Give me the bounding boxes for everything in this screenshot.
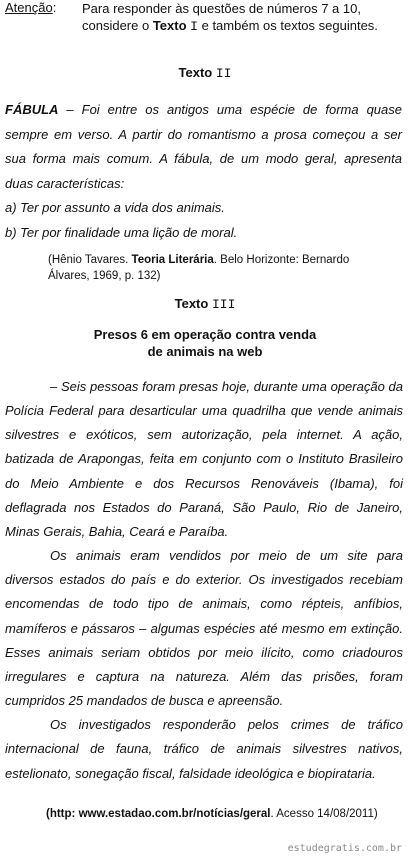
text3-paragraph-1: – Seis pessoas foram presas hoje, durante uma operação da Polícia Federal para desarticular uma quadrilha que vende animais silvestres e exóticos, sem autorização, pela internet. A ação, batizada de Arapongas, feita em conjunto com o Instituto Brasileiro do Meio Ambiente e dos Recursos Renováveis (Ibama), foi deflagrada nos Estados do Paraná, São Paulo, Rio de Janeiro, Minas Gerais, Bahia, Ceará e Paraíba. xyxy=(5,379,403,539)
text3-heading: Texto III xyxy=(174,296,236,312)
text2-heading: Texto II xyxy=(178,65,232,81)
text2-body xyxy=(5,98,402,245)
text3-paragraph-2: Os animais eram vendidos por meio de um site para diversos estados do país e do exterior. Os investigados recebiam encomendas de todo tipo de animais, como répteis, anfíbios, mamíferos e pássaros – algumas espécies até mesmo em extinção. Esses animais seriam obtidos por meio ilícito, como criadouros irregulares e captura na natureza. Além das prisões, foram cumpridos 25 mandados de busca e apreensão. xyxy=(5,548,403,709)
text3-paragraph-3: Os investigados responderão pelos crimes de tráfico internacional de fauna, tráfico de animais silvestres nativos, estelionato, sonegação fiscal, falsidade ideológica e biopirataria. xyxy=(5,717,403,781)
text2-item-b: b) Ter por finalidade uma lição de moral. xyxy=(5,224,238,240)
text3-body xyxy=(5,375,403,786)
attention-label: Atenção: xyxy=(5,0,57,15)
text2-item-a: a) Ter por assunto a vida dos animais. xyxy=(5,200,225,215)
attention-text: Para responder às questões de números 7 a 10, considere o Texto I e também os textos seguintes. xyxy=(82,1,378,34)
text2-paragraph: FÁBULA – Foi entre os antigos uma espécie de forma quase sempre em verso. A partir do romantismo a prosa começou a ser sua forma mais comum. A fábula, de um modo geral, apresenta duas características: xyxy=(5,102,402,191)
text2-citation: (Hênio Tavares. Teoria Literária. Belo Horizonte: Bernardo Álvares, 1969, p. 132) xyxy=(48,254,350,282)
site-watermark: estudegratis.com.br xyxy=(287,843,402,854)
text3-source: (http: www.estadao.com.br/notícias/geral. Acesso 14/08/2011) xyxy=(46,808,378,820)
text3-title: Presos 6 em operação contra venda de animais na web xyxy=(93,327,317,359)
